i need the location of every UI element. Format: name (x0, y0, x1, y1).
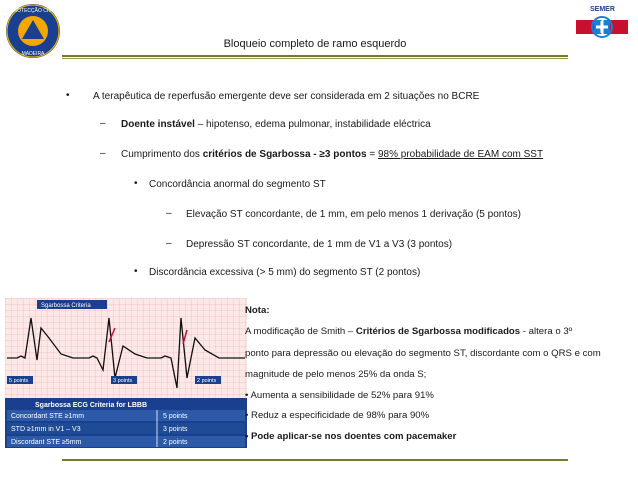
bullet-discordance: Discordância excessiva (> 5 mm) do segmento ST (2 pontos) (149, 267, 421, 278)
footer-rule (62, 459, 568, 461)
title-bar (62, 38, 568, 56)
bullet-dot: • (134, 266, 138, 277)
note-bullet-sensitivity: • Aumenta a sensibilidade de 52% para 91% (245, 390, 434, 401)
svg-text:SEMER: SEMER (590, 6, 615, 13)
bullet-st-depression: Depressão ST concordante, de 1 mm de V1 a V3 (3 pontos) (186, 239, 453, 250)
ecg-row-3-criterion: Discordant STE ≥5mm (11, 439, 82, 446)
bullet-concordance: Concordância anormal do segmento ST (149, 179, 326, 190)
ecg-row-3-points: 2 points (163, 439, 188, 446)
sgarbossa-ecg-figure (5, 298, 247, 448)
sgarbossa-pre: Cumprimento dos (121, 149, 203, 160)
title-rule-thin (62, 58, 568, 59)
svg-text:MADEIRA: MADEIRA (21, 51, 45, 57)
bullet-dash: – (100, 148, 106, 159)
note-line-1 (245, 326, 572, 337)
sgarbossa-mid: = (366, 149, 378, 160)
note-bullet-specificity: • Reduz a especificidade de 98% para 90% (245, 410, 430, 421)
ecg-row-1-criterion: Concordant STE ≥1mm (11, 413, 85, 420)
bullet-unstable-text: – hipotenso, edema pulmonar, instabilidade eléctrica (194, 119, 431, 130)
bullet-reperfusion: A terapêutica de reperfusão emergente deve ser considerada em 2 situações no BCRE (93, 91, 480, 102)
bullet-dot: • (134, 178, 138, 189)
bullet-dash: – (100, 118, 106, 129)
ecg-row-2-criterion: STD ≥1mm in V1 – V3 (11, 426, 81, 433)
note-heading-text: Nota: (245, 305, 270, 316)
bullet-unstable-patient (121, 118, 431, 131)
note-p1-bold: Critérios de Sgarbossa modificados (355, 326, 521, 337)
note-line-2: ponto para depressão ou elevação do segmento ST, discordante com o QRS e com (245, 348, 601, 359)
sgarbossa-underline: 98% probabilidade de EAM com SST (377, 149, 544, 160)
note-p1-post: - altera o 3º (520, 326, 573, 337)
svg-text:PROTECÇÃO CIVIL: PROTECÇÃO CIVIL (10, 8, 56, 14)
bullet-unstable-bold: Doente instável (121, 119, 195, 130)
bullet-dash: – (166, 238, 172, 249)
ecg-row-2-points: 3 points (163, 426, 188, 433)
note-bullet-pacemaker: • Pode aplicar-se nos doentes com pacemaker (245, 431, 457, 442)
note-heading (245, 305, 270, 316)
bullet-sgarbossa (121, 148, 543, 161)
bullet-dash: – (166, 208, 172, 219)
ecg-header: Sgarbossa Criteria (41, 303, 91, 309)
slide-title: Bloqueio completo de ramo esquerdo (223, 38, 407, 50)
ecg-label-3: 3 points (113, 378, 133, 384)
ecg-table-title: Sgarbossa ECG Criteria for LBBB (35, 402, 148, 409)
semer-logo (570, 2, 634, 60)
ecg-label-5: 5 points (9, 378, 29, 384)
title-rule (62, 55, 568, 57)
ecg-label-2: 2 points (197, 378, 217, 384)
bullet-st-elevation: Elevação ST concordante, de 1 mm, em pelo menos 1 derivação (5 pontos) (186, 209, 521, 220)
sgarbossa-bold: critérios de Sgarbossa - ≥3 pontos (202, 149, 367, 160)
ecg-row-1-points: 5 points (163, 413, 188, 420)
note-p1-pre: A modificação de Smith – (245, 326, 356, 337)
bullet-dot: • (66, 90, 70, 101)
note-line-3: magnitude de pelo menos 25% da onda S; (245, 369, 427, 380)
protecao-civil-logo (4, 2, 62, 60)
